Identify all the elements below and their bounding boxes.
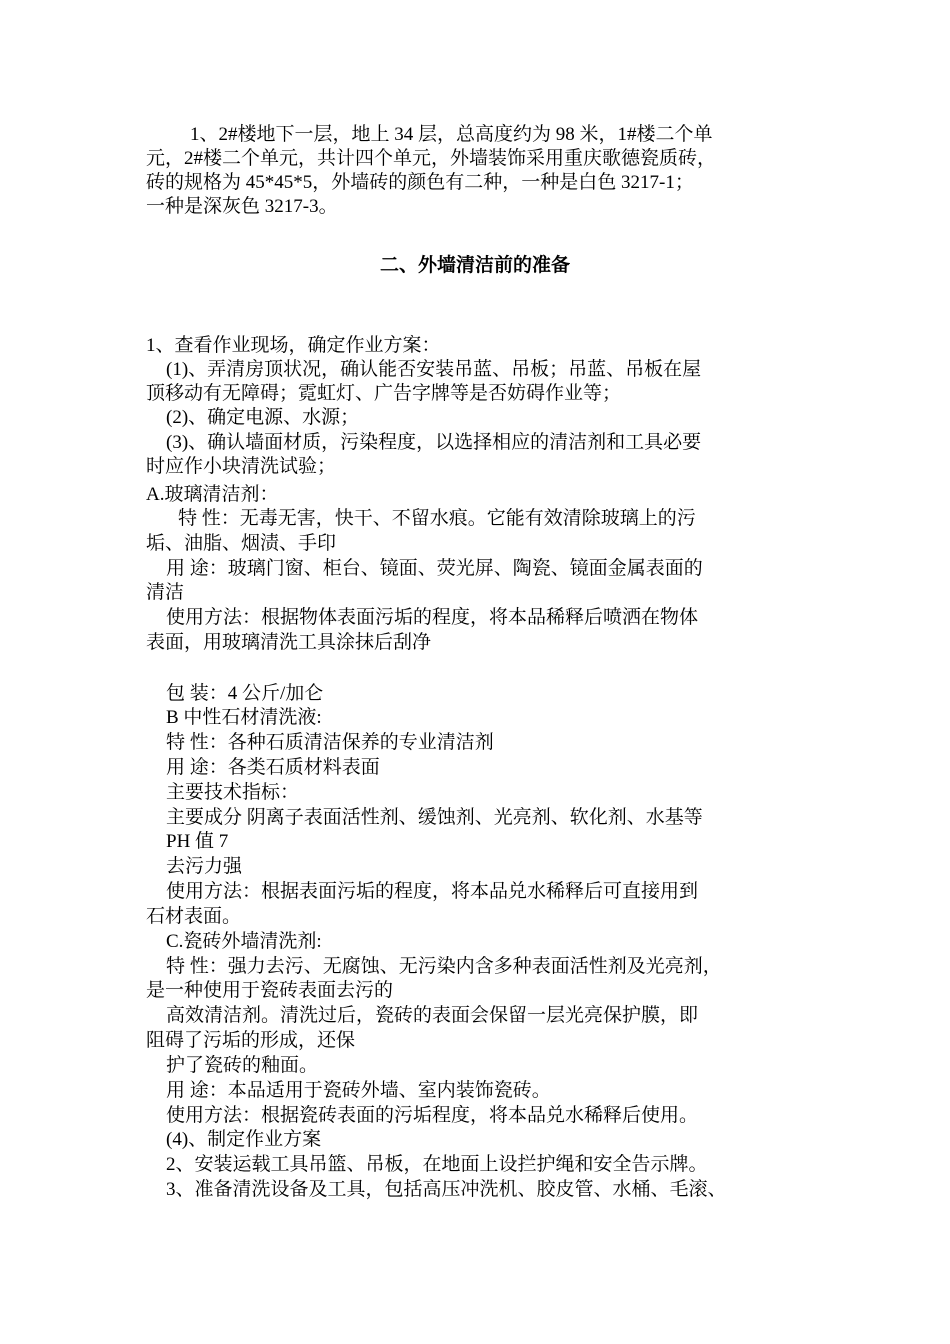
intro-line: 一种是深灰色 3217-3。 xyxy=(146,196,338,217)
body-line: 顶移动有无障碍；霓虹灯、广告字牌等是否妨碍作业等； xyxy=(146,383,622,404)
body-line: 主要技术指标： xyxy=(166,782,300,803)
body-line: 使用方法：根据物体表面污垢的程度，将本品稀释后喷洒在物体 xyxy=(166,607,699,628)
body-line: 包 装：4 公斤/加仑 xyxy=(166,683,324,704)
body-line: 特 性：各种石质清洁保养的专业清洁剂 xyxy=(166,732,494,753)
section-heading: 二、外墙清洁前的准备 xyxy=(379,254,570,276)
body-line: 表面，用玻璃清洗工具涂抹后刮净 xyxy=(146,632,432,653)
body-line: 用 途：本品适用于瓷砖外墙、室内装饰瓷砖。 xyxy=(166,1080,551,1101)
body-line: (2)、确定电源、水源； xyxy=(166,407,360,428)
body-line: 阻碍了污垢的形成，还保 xyxy=(146,1030,356,1051)
intro-line: 砖的规格为 45*45*5，外墙砖的颜色有二种，一种是白色 3217-1； xyxy=(146,172,694,193)
body-line: (3)、确认墙面材质，污染程度，以选择相应的清洁剂和工具必要 xyxy=(166,432,702,453)
body-line: 主要成分 阴离子表面活性剂、缓蚀剂、光亮剂、软化剂、水基等 xyxy=(166,807,703,828)
body-line: 2、安装运载工具吊篮、吊板，在地面上设拦护绳和安全告示牌。 xyxy=(166,1154,708,1175)
body-line: A.玻璃清洁剂： xyxy=(146,484,279,505)
body-line: 使用方法：根据表面污垢的程度，将本品兑水稀释后可直接用到 xyxy=(166,881,699,902)
body-line: B 中性石材清洗液: xyxy=(166,707,322,728)
body-line: 护了瓷砖的釉面。 xyxy=(166,1055,319,1076)
body-line: 使用方法：根据瓷砖表面的污垢程度，将本品兑水稀释后使用。 xyxy=(166,1105,699,1126)
body-line: 用 途：各类石质材料表面 xyxy=(166,757,380,778)
body-line: (1)、弄清房顶状况，确认能否安装吊蓝、吊板；吊蓝、吊板在屋 xyxy=(166,359,702,380)
intro-line: 元，2#楼二个单元，共计四个单元，外墙装饰采用重庆歌德瓷质砖， xyxy=(146,148,717,169)
body-line: 特 性：无毒无害，快干、不留水痕。它能有效清除玻璃上的污 xyxy=(178,508,696,529)
body-line: 去污力强 xyxy=(166,856,243,877)
body-line: C.瓷砖外墙清洗剂: xyxy=(166,931,322,952)
body-line: 1、查看作业现场，确定作业方案： xyxy=(146,335,441,356)
body-line: 垢、油脂、烟渍、手印 xyxy=(146,533,337,554)
body-line: 3、准备清洗设备及工具，包括高压冲洗机、胶皮管、水桶、毛滚、 xyxy=(166,1179,727,1200)
body-line: 是一种使用于瓷砖表面去污的 xyxy=(146,980,394,1001)
body-line: 用 途：玻璃门窗、柜台、镜面、荧光屏、陶瓷、镜面金属表面的 xyxy=(166,558,703,579)
body-line: 特 性：强力去污、无腐蚀、无污染内含多种表面活性剂及光亮剂， xyxy=(166,956,722,977)
body-line: 高效清洁剂。清洗过后，瓷砖的表面会保留一层光亮保护膜，即 xyxy=(166,1005,699,1026)
body-line: PH 值 7 xyxy=(166,831,229,852)
body-line: 时应作小块清洗试验； xyxy=(146,456,337,477)
body-line: 清洁 xyxy=(146,582,185,603)
body-line: 石材表面。 xyxy=(146,906,242,927)
body-line: (4)、制定作业方案 xyxy=(166,1129,322,1150)
intro-line: 1、2#楼地下一层，地上 34 层，总高度约为 98 米，1#楼二个单 xyxy=(190,124,713,145)
